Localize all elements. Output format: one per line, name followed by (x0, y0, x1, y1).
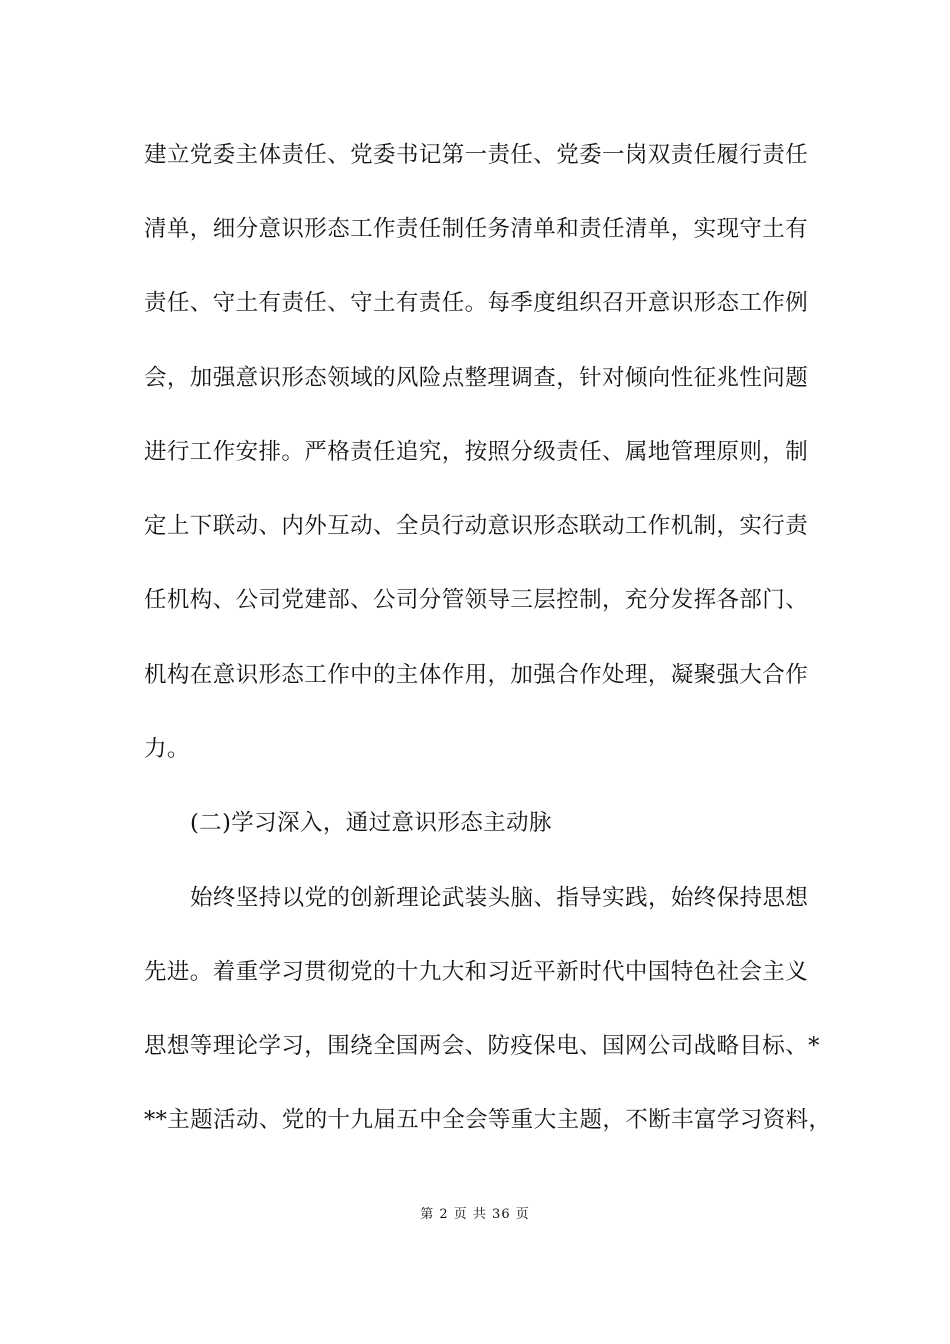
page-number-footer: 第 2 页 共 36 页 (420, 1207, 530, 1222)
body-line: 先进。着重学习贯彻党的十九大和习近平新时代中国特色社会主义 (144, 959, 809, 985)
body-line: 建立党委主体责任、党委书记第一责任、党委一岗双责任履行责任 (144, 142, 809, 168)
body-line: 责任、守土有责任、守土有责任。每季度组织召开意识形态工作例 (144, 290, 809, 316)
body-line: 进行工作安排。严格责任追究，按照分级责任、属地管理原则，制 (144, 439, 809, 465)
paragraph-first-line: 始终坚持以党的创新理论武装头脑、指导实践，始终保持思想 (190, 885, 809, 911)
body-line: **主题活动、党的十九届五中全会等重大主题，不断丰富学习资料， (144, 1107, 832, 1133)
body-line: 清单，细分意识形态工作责任制任务清单和责任清单，实现守土有 (144, 216, 809, 242)
body-line: 任机构、公司党建部、公司分管领导三层控制，充分发挥各部门、 (144, 587, 809, 613)
section-heading: (二)学习深入，通过意识形态主动脉 (190, 810, 552, 836)
body-line: 定上下联动、内外互动、全员行动意识形态联动工作机制，实行责 (144, 513, 809, 539)
body-line: 会，加强意识形态领域的风险点整理调查，针对倾向性征兆性问题 (144, 365, 809, 391)
body-line: 机构在意识形态工作中的主体作用，加强合作处理，凝聚强大合作 (144, 662, 809, 688)
body-line: 思想等理论学习，围绕全国两会、防疫保电、国网公司战略目标、* (144, 1033, 820, 1059)
body-line: 力。 (144, 736, 190, 762)
